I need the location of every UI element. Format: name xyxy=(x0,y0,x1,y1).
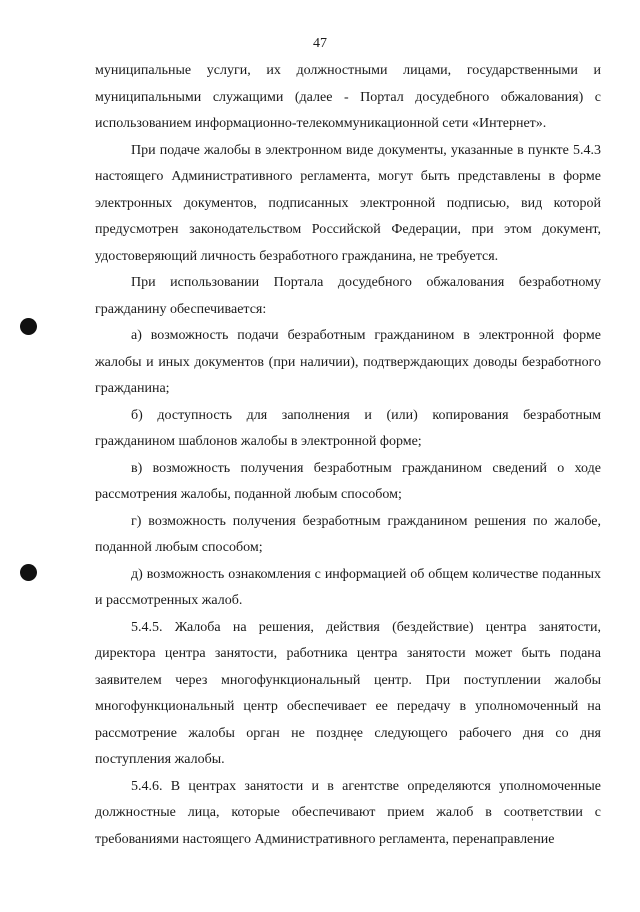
list-item: а) возможность подачи безработным гражданином в электронной форме жалобы и иных документов (при наличии), подтверждающих доводы безработного гражданина; xyxy=(95,328,601,396)
paragraph: При использовании Портала досудебного обжалования безработному гражданину обеспечивается: xyxy=(95,275,601,317)
list-item: в) возможность получения безработным гражданином сведений о ходе рассмотрения жалобы, поданной любым способом; xyxy=(95,460,601,502)
document-body xyxy=(95,58,601,853)
punch-hole-mark xyxy=(20,564,37,581)
paragraph: муниципальные услуги, их должностными лицами, государственными и муниципальными служащими (далее - Портал досудебного обжалования) с использованием информационно-телекоммуникационной сети «Интернет». xyxy=(95,63,601,131)
paragraph: При подаче жалобы в электронном виде документы, указанные в пункте 5.4.3 настоящего Административного регламента, могут быть представлены в форме электронных документов, подписанных электронной подписью, вид которой предусмотрен законодательством Российской Федерации, при этом документ, удостоверяющий личность безработного гражданина, не требуется. xyxy=(95,142,601,264)
list-item: г) возможность получения безработным гражданином решения по жалобе, поданной любым способом; xyxy=(95,513,601,555)
list-item: б) доступность для заполнения и (или) копирования безработным гражданином шаблонов жалобы в электронной форме; xyxy=(95,407,601,449)
page-number: 47 xyxy=(313,36,327,51)
paragraph: 5.4.5. Жалоба на решения, действия (бездействие) центра занятости, директора центра занятости, работника центра занятости может быть подана заявителем через многофункциональный центр. При поступлении жалобы многофункциональный центр обеспечивает ее передачу в уполномоченный на рассмотрение жалобы орган не позднее следующего рабочего дня со дня поступления жалобы. xyxy=(95,619,601,767)
punch-hole-mark xyxy=(20,318,37,335)
list-item: д) возможность ознакомления с информацией об общем количестве поданных и рассмотренных жалоб. xyxy=(95,566,601,608)
paragraph: 5.4.6. В центрах занятости и в агентстве определяются уполномоченные должностные лица, которые обеспечивают прием жалоб в соответствии с требованиями настоящего Административного регламента, перенаправление xyxy=(95,778,601,847)
